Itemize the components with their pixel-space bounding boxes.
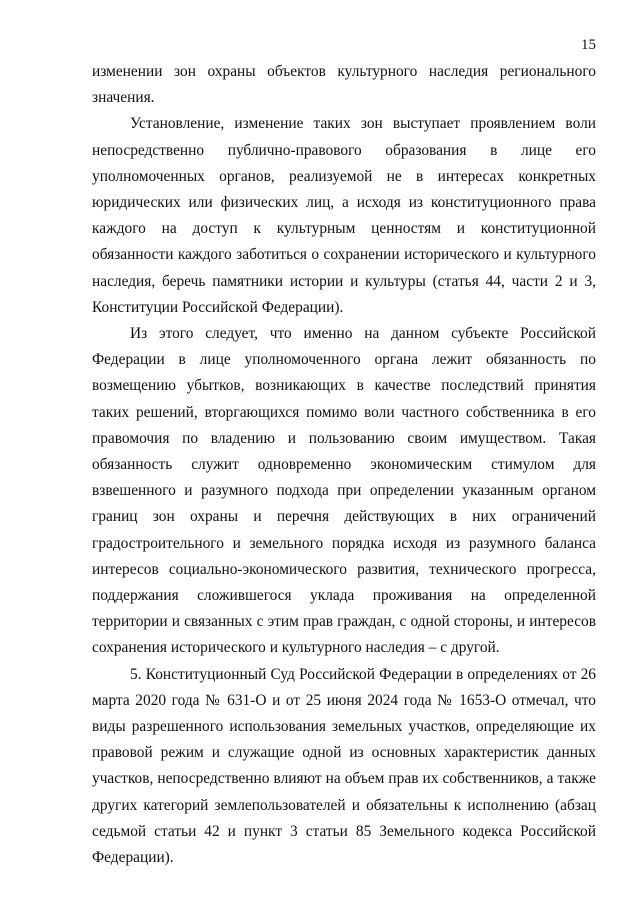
paragraph-zone-establishment: Установление, изменение таких зон выступает проявлением воли непосредственно публично-правового образования в лице его уполномоченных органов, реализуемой не в интересах конкретных юридических или физических лиц, а исходя из конституционного права каждого на доступ к культурным ценностям и конституционной обязанности каждого заботиться о сохранении исторического и культурного наследия, беречь памятники истории и культуры (статья 44, части 2 и 3, Конституции Российской Федерации). (92, 115, 596, 316)
paragraph-court-definitions: 5. Конституционный Суд Российской Федерации в определениях от 26 марта 2020 года № 631-О и от 25 июня 2024 года № 1653-О отмечал, что виды разрешенного использования земельных участков, определяющие их правовой режим и служащие одной из основных характеристик данных участков, непосредственно влияют на объем прав их собственников, а также других категорий землепользователей и обязательны к исполнению (абзац седьмой статьи 42 и пункт 3 статьи 85 Земельного кодекса Российской Федерации). (92, 665, 596, 867)
document-body (92, 59, 596, 871)
paragraph-compensation-duty: Из этого следует, что именно на данном субъекте Российской Федерации в лице уполномоченного органа лежит обязанность по возмещению убытков, возникающих в качестве последствий принятия таких решений, вторгающихся помимо воли частного собственника в его правомочия по владению и пользованию своим имуществом. Такая обязанность служит одновременно экономическим стимулом для взвешенного и разумного подхода при определении указанным органом границ зон охраны и перечня действующих в них ограничений градостроительного и земельного порядка исходя из разумного баланса интересов социально-экономического развития, технического прогресса, поддержания сложившегося уклада проживания на определенной территории и связанных с этим прав граждан, с одной стороны, и интересов сохранения исторического и культурного наследия – с другой. (92, 325, 596, 657)
paragraph-continuation: изменении зон охраны объектов культурного наследия регионального значения. (92, 63, 596, 107)
page-number: 15 (581, 37, 596, 53)
